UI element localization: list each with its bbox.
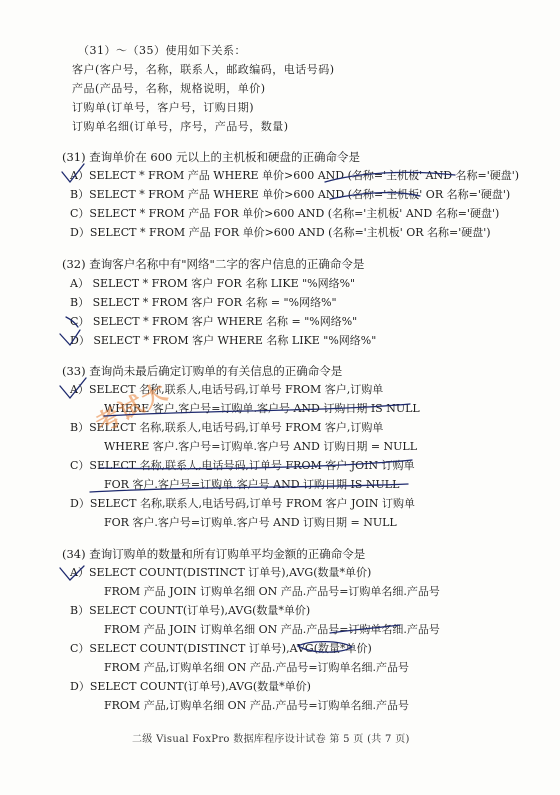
option-a: A）SELECT 名称,联系人,电话号码,订单号 FROM 客户,订购单 [70, 383, 384, 396]
option-c: C）SELECT * FROM 产品 FOR 单价>600 AND (名称='主机板' AND 名称='硬盘') [70, 207, 500, 220]
option-b-continued: WHERE 客户.客户号=订购单.客户号 AND 订购日期 = NULL [104, 440, 418, 453]
option-d: D）SELECT 名称,联系人,电话号码,订单号 FROM 客户 JOIN 订购单 [70, 497, 416, 510]
option-d-continued: FROM 产品,订购单名细 ON 产品.产品号=订购单名细.产品号 [104, 699, 410, 712]
option-c: C）SELECT 名称,联系人,电话号码,订单号 FROM 客户 JOIN 订购单 [70, 459, 415, 472]
relation-line: 订购单名细(订单号，序号，产品号，数量) [72, 120, 289, 133]
option-a: A）SELECT COUNT(DISTINCT 订单号),AVG(数量*单价) [70, 566, 372, 579]
option-a-continued: WHERE 客户.客户号=订购单.客户号 AND 订购日期 IS NULL [104, 402, 420, 415]
option-d: D）SELECT * FROM 产品 FOR 单价>600 AND (名称='主机板' OR 名称='硬盘') [70, 226, 491, 239]
relation-line: 产品(产品号，名称，规格说明，单价) [72, 82, 266, 95]
option-b: B） SELECT * FROM 客户 FOR 名称 = "%网络%" [70, 296, 337, 309]
relations-intro: （31）～（35）使用如下关系： [78, 44, 246, 57]
option-c: C）SELECT COUNT(DISTINCT 订单号),AVG(数量*单价) [70, 642, 372, 655]
option-b-continued: FROM 产品 JOIN 订购单名细 ON 产品.产品号=订购单名细.产品号 [104, 623, 440, 636]
option-a: A） SELECT * FROM 客户 FOR 名称 LIKE "%网络%" [70, 277, 356, 290]
option-d: D） SELECT * FROM 客户 WHERE 名称 LIKE "%网络%" [70, 334, 377, 347]
option-c-continued: FROM 产品,订购单名细 ON 产品.产品号=订购单名细.产品号 [104, 661, 410, 674]
question-stem: (34) 查询订购单的数量和所有订购单平均金额的正确命令是 [62, 547, 366, 561]
option-b: B）SELECT * FROM 产品 WHERE 单价>600 AND (名称='主机板' OR 名称='硬盘') [70, 188, 511, 201]
option-d-continued: FOR 客户.客户号=订购单.客户号 AND 订购日期 = NULL [104, 516, 397, 529]
watermark-stamp: 考试大 [91, 377, 174, 439]
relation-line: 客户(客户号，名称，联系人，邮政编码，电话号码) [72, 63, 335, 76]
page-footer: 二级 Visual FoxPro 数据库程序设计试卷 第 5 页 (共 7 页) [132, 734, 410, 745]
question-stem: (31) 查询单价在 600 元以上的主机板和硬盘的正确命令是 [62, 150, 361, 164]
relation-line: 订购单(订单号，客户号，订购日期) [72, 101, 255, 114]
option-c: C） SELECT * FROM 客户 WHERE 名称 = "%网络%" [70, 315, 358, 328]
question-stem: (33) 查询尚未最后确定订购单的有关信息的正确命令是 [62, 364, 343, 378]
option-b: B）SELECT 名称,联系人,电话号码,订单号 FROM 客户,订购单 [70, 421, 384, 434]
option-c-continued: FOR 客户.客户号=订购单.客户号 AND 订购日期 IS NULL [104, 478, 400, 491]
option-d: D）SELECT COUNT(订单号),AVG(数量*单价) [70, 680, 311, 693]
option-a-continued: FROM 产品 JOIN 订购单名细 ON 产品.产品号=订购单名细.产品号 [104, 585, 440, 598]
option-b: B）SELECT COUNT(订单号),AVG(数量*单价) [70, 604, 311, 617]
question-stem: (32) 查询客户名称中有"网络"二字的客户信息的正确命令是 [62, 257, 365, 271]
option-a: A）SELECT * FROM 产品 WHERE 单价>600 AND (名称='主机板' AND 名称='硬盘') [70, 169, 520, 182]
